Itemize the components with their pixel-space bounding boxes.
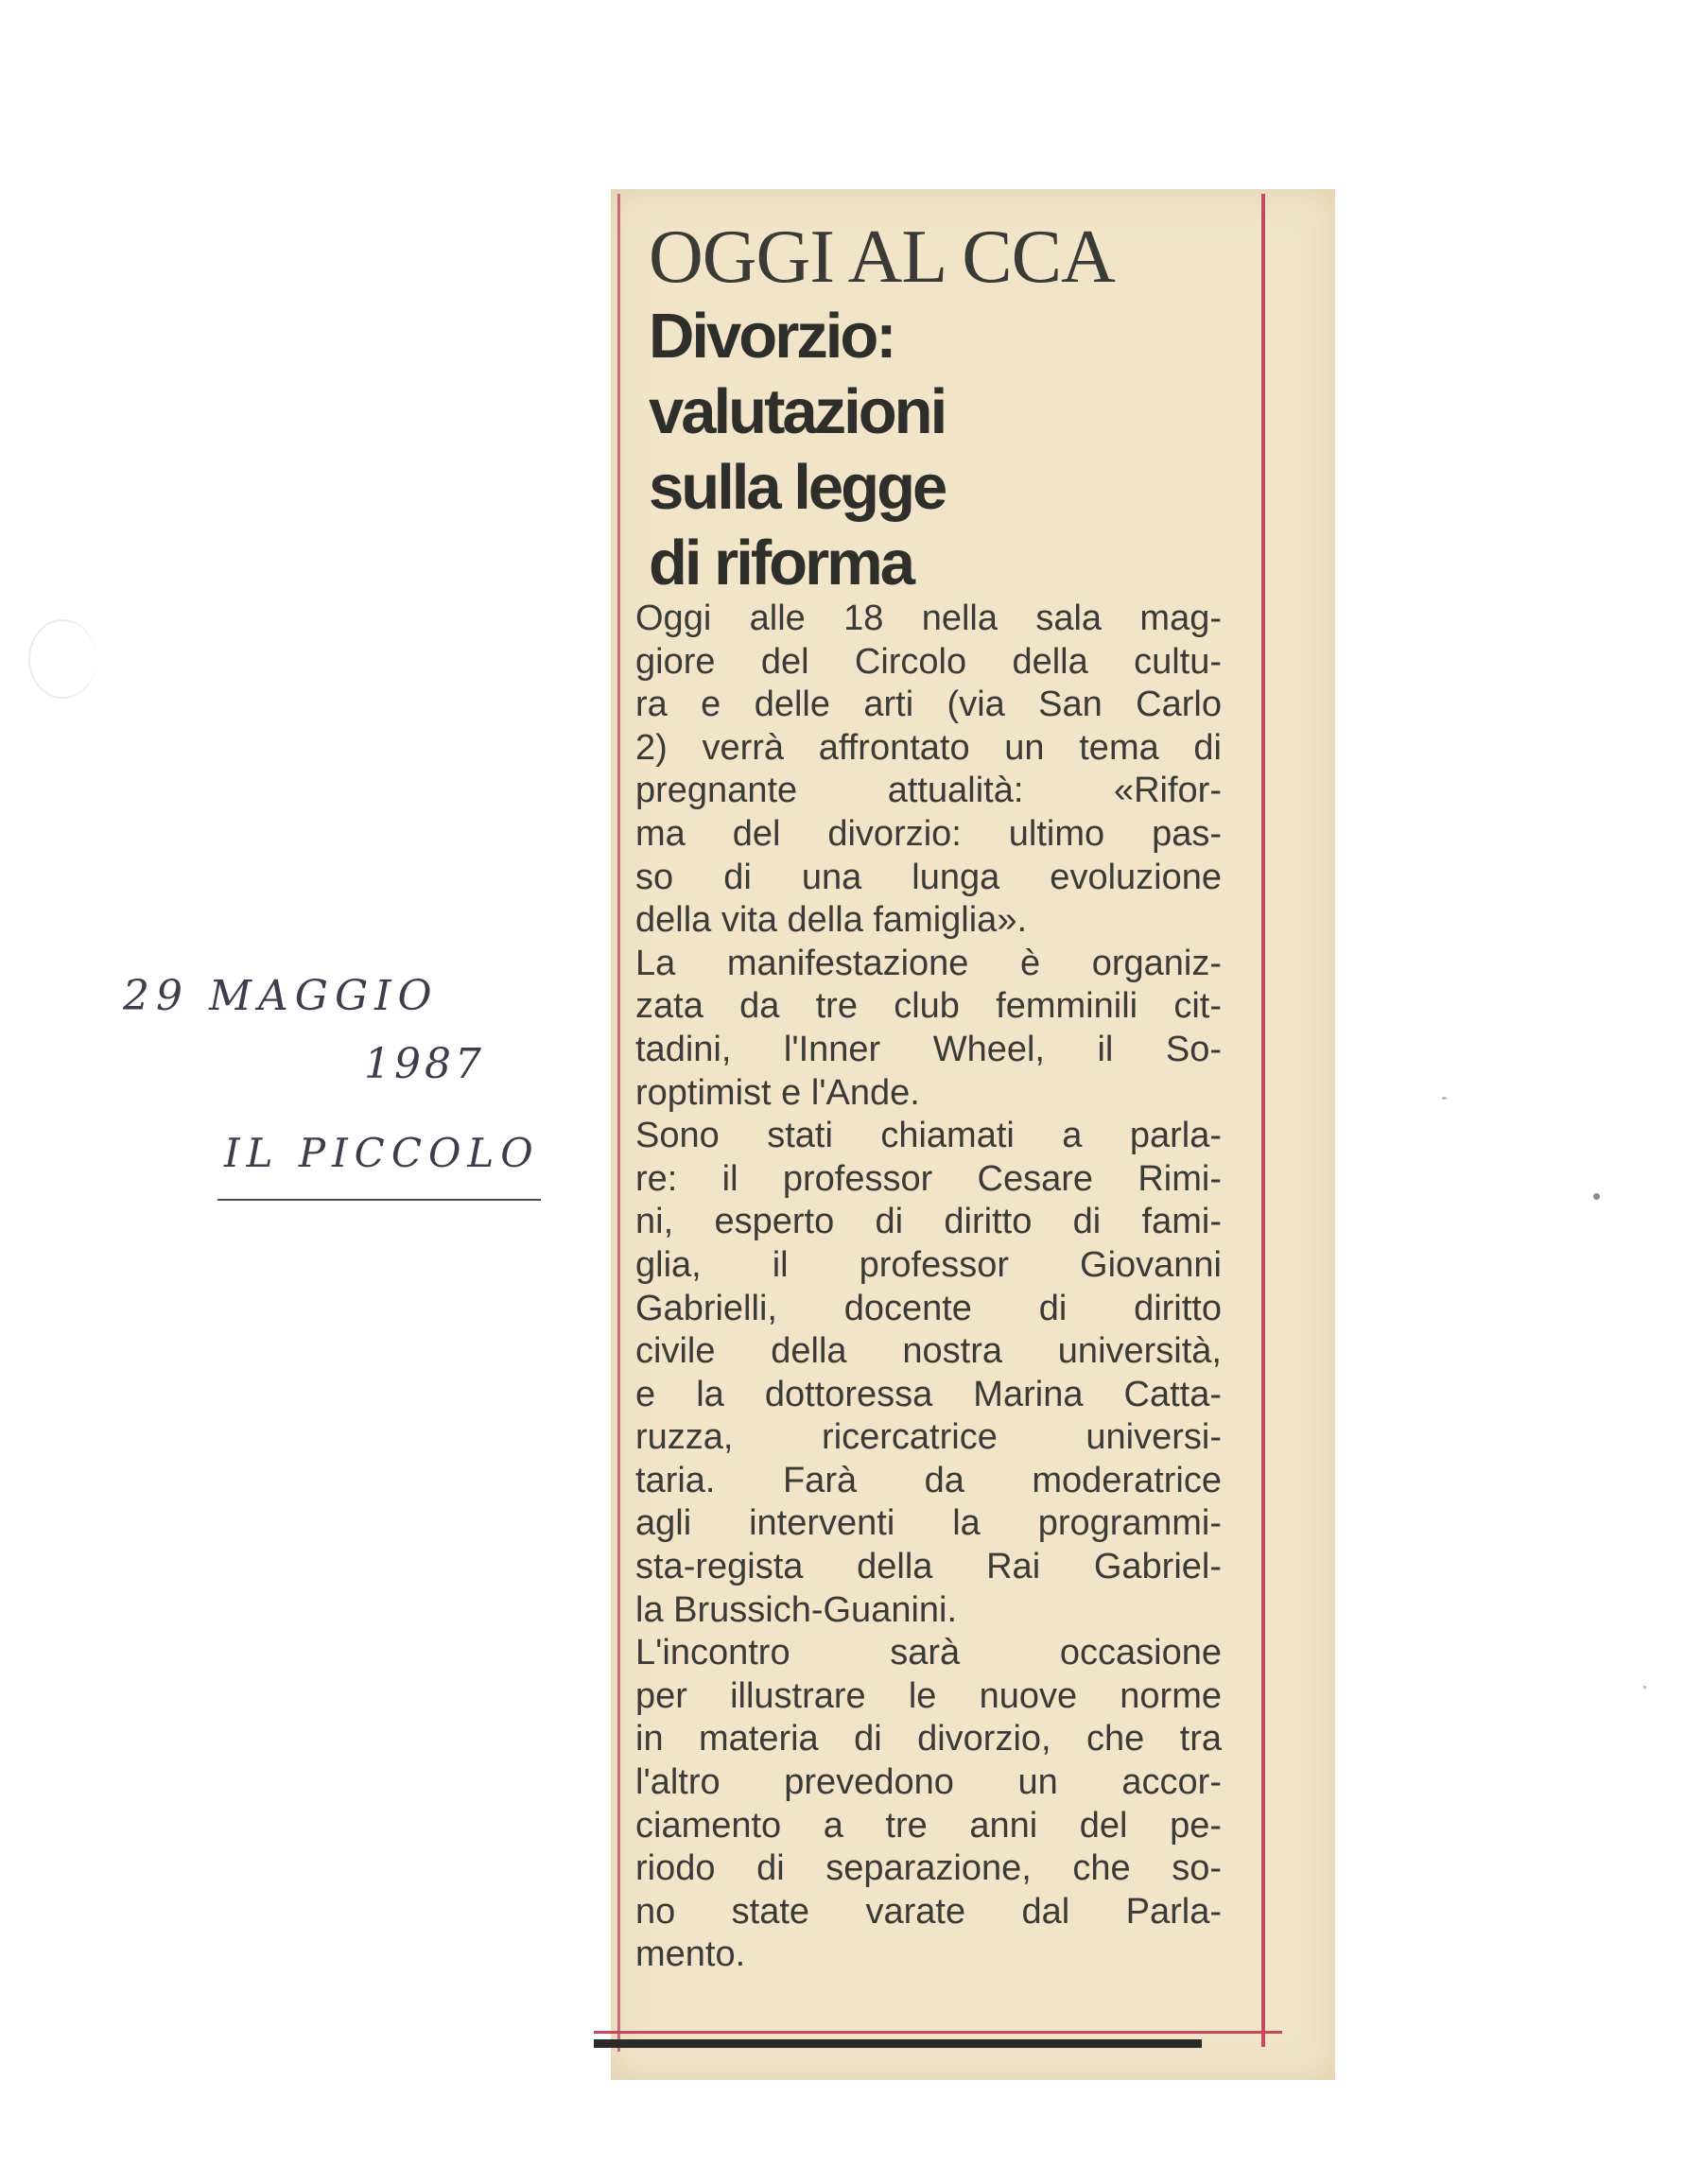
body-line: della vita della famiglia». (635, 900, 1028, 941)
body-line: mento. (635, 1934, 746, 1975)
body-line: per illustrare le nuove norme (635, 1675, 1222, 1716)
body-line: l'altro prevedono un accor- (635, 1762, 1222, 1803)
scan-speck (1442, 1097, 1447, 1100)
handwritten-source: IL PICCOLO (224, 1130, 540, 1176)
headline-line: sulla legge (649, 452, 946, 523)
body-line: sta-regista della Rai Gabriel- (635, 1547, 1222, 1587)
body-line: riodo di separazione, che so- (635, 1848, 1222, 1889)
body-line: ra e delle arti (via San Carlo (635, 685, 1222, 725)
handwritten-annotation (118, 964, 572, 1210)
body-line: so di una lunga evoluzione (635, 857, 1222, 897)
body-line: zata da tre club femminili cit- (635, 986, 1222, 1027)
body-line: la Brussich-Guanini. (635, 1589, 958, 1630)
body-line: re: il professor Cesare Rimi- (635, 1158, 1222, 1199)
body-line: ciamento a tre anni del pe- (635, 1805, 1222, 1846)
article-headline (649, 299, 945, 601)
body-line: taria. Farà da moderatrice (635, 1460, 1222, 1500)
body-line: tadini, l'Inner Wheel, il So- (635, 1029, 1222, 1069)
scan-speck (1593, 1193, 1600, 1200)
body-line: roptimist e l'Ande. (635, 1072, 920, 1113)
body-line: no state varate dal Parla- (635, 1891, 1222, 1932)
clipping-right-rule (1261, 194, 1265, 2047)
handwritten-year: 1987 (364, 1040, 485, 1088)
body-line: Oggi alle 18 nella sala mag- (635, 598, 1222, 638)
body-line: ni, esperto di diritto di fami- (635, 1202, 1222, 1242)
body-line: Gabrielli, docente di diritto (635, 1288, 1222, 1328)
clipping-bottom-red-rule (594, 2031, 1282, 2034)
body-line: pregnante attualità: «Rifor- (635, 771, 1222, 811)
body-line: civile della nostra università, (635, 1331, 1222, 1372)
handwritten-underline (217, 1199, 541, 1201)
scan-speck (1643, 1686, 1646, 1689)
body-line: e la dottoressa Marina Catta- (635, 1374, 1222, 1414)
headline-line: di riforma (649, 528, 912, 598)
headline-line: valutazioni (649, 376, 946, 447)
handwritten-date: 29 MAGGIO (123, 972, 439, 1020)
body-line: 2) verrà affrontato un tema di (635, 727, 1222, 768)
body-line: Sono stati chiamati a parla- (635, 1116, 1222, 1156)
body-line: giore del Circolo della cultu- (635, 641, 1222, 682)
body-line: L'incontro sarà occasione (635, 1633, 1222, 1673)
body-line: agli interventi la programmi- (635, 1503, 1222, 1544)
clipping-left-rule (617, 194, 620, 2052)
article-kicker: OGGI AL CCA (649, 216, 1115, 299)
clipping-bottom-black-rule (594, 2039, 1202, 2048)
body-line: La manifestazione è organiz- (635, 943, 1222, 983)
body-line: ma del divorzio: ultimo pas- (635, 813, 1222, 854)
body-line: ruzza, ricercatrice universi- (635, 1417, 1222, 1458)
body-line: glia, il professor Giovanni (635, 1244, 1222, 1285)
article-body (635, 598, 1222, 1977)
punch-hole-mark (28, 619, 96, 699)
headline-line: Divorzio: (649, 301, 894, 372)
body-line: in materia di divorzio, che tra (635, 1719, 1222, 1759)
